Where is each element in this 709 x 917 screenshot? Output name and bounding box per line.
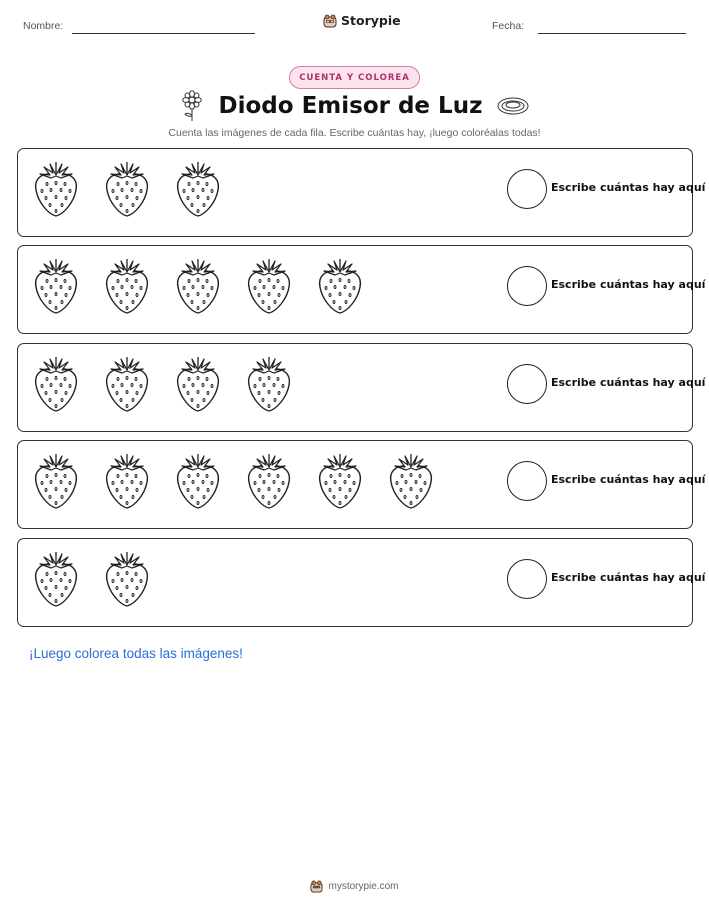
- strawberry-icon: [314, 450, 366, 510]
- count-row: [17, 343, 706, 432]
- strawberry-icon: [101, 548, 153, 608]
- strawberry-icon: [314, 255, 366, 315]
- brand-name: Storypie: [341, 13, 401, 28]
- footer-url: mystorypie.com: [328, 881, 399, 892]
- strawberry-icon: [30, 158, 82, 218]
- strawberry-icon: [101, 450, 153, 510]
- answer-circle[interactable]: [507, 169, 547, 209]
- strawberry-icon: [243, 353, 295, 413]
- name-label: Nombre:: [23, 20, 64, 32]
- strawberry-icon: [30, 450, 82, 510]
- answer-prompt: Escribe cuántas hay aquí: [551, 571, 706, 584]
- count-row: [17, 440, 706, 529]
- answer-circle[interactable]: [507, 461, 547, 501]
- answer-prompt: Escribe cuántas hay aquí: [551, 376, 706, 389]
- answer-circle[interactable]: [507, 559, 547, 599]
- storypie-logo-icon: [310, 880, 323, 893]
- answer-circle[interactable]: [507, 266, 547, 306]
- answer-circle[interactable]: [507, 364, 547, 404]
- activity-badge: CUENTA Y COLOREA: [289, 66, 420, 89]
- strawberry-icon: [172, 450, 224, 510]
- title-row: [0, 90, 709, 122]
- strawberry-icon: [30, 548, 82, 608]
- storypie-logo-icon: [323, 14, 337, 28]
- count-row: [17, 148, 706, 237]
- strawberry-icon: [172, 158, 224, 218]
- flower-icon: [179, 90, 205, 122]
- date-label: Fecha:: [492, 20, 525, 32]
- strawberry-icon: [30, 255, 82, 315]
- count-row: [17, 245, 706, 334]
- answer-prompt: Escribe cuántas hay aquí: [551, 473, 706, 486]
- page-title: Diodo Emisor de Luz: [218, 93, 483, 119]
- strawberry-icon: [243, 450, 295, 510]
- strawberry-icon: [101, 158, 153, 218]
- answer-prompt: Escribe cuántas hay aquí: [551, 181, 706, 194]
- led-icon: [496, 95, 530, 117]
- count-row: [17, 538, 706, 627]
- footer-brand: [0, 880, 709, 893]
- strawberry-icon: [172, 255, 224, 315]
- strawberry-icon: [30, 353, 82, 413]
- strawberry-icon: [101, 353, 153, 413]
- strawberry-icon: [243, 255, 295, 315]
- answer-prompt: Escribe cuántas hay aquí: [551, 278, 706, 291]
- strawberry-icon: [101, 255, 153, 315]
- instructions: Cuenta las imágenes de cada fila. Escribe cuántas hay, ¡luego coloréalas todas!: [168, 127, 541, 139]
- strawberry-icon: [172, 353, 224, 413]
- name-field[interactable]: [72, 33, 255, 34]
- strawberry-icon: [385, 450, 437, 510]
- footer-note: ¡Luego colorea todas las imágenes!: [29, 646, 243, 661]
- brand-header: [323, 13, 401, 28]
- date-field[interactable]: [538, 33, 686, 34]
